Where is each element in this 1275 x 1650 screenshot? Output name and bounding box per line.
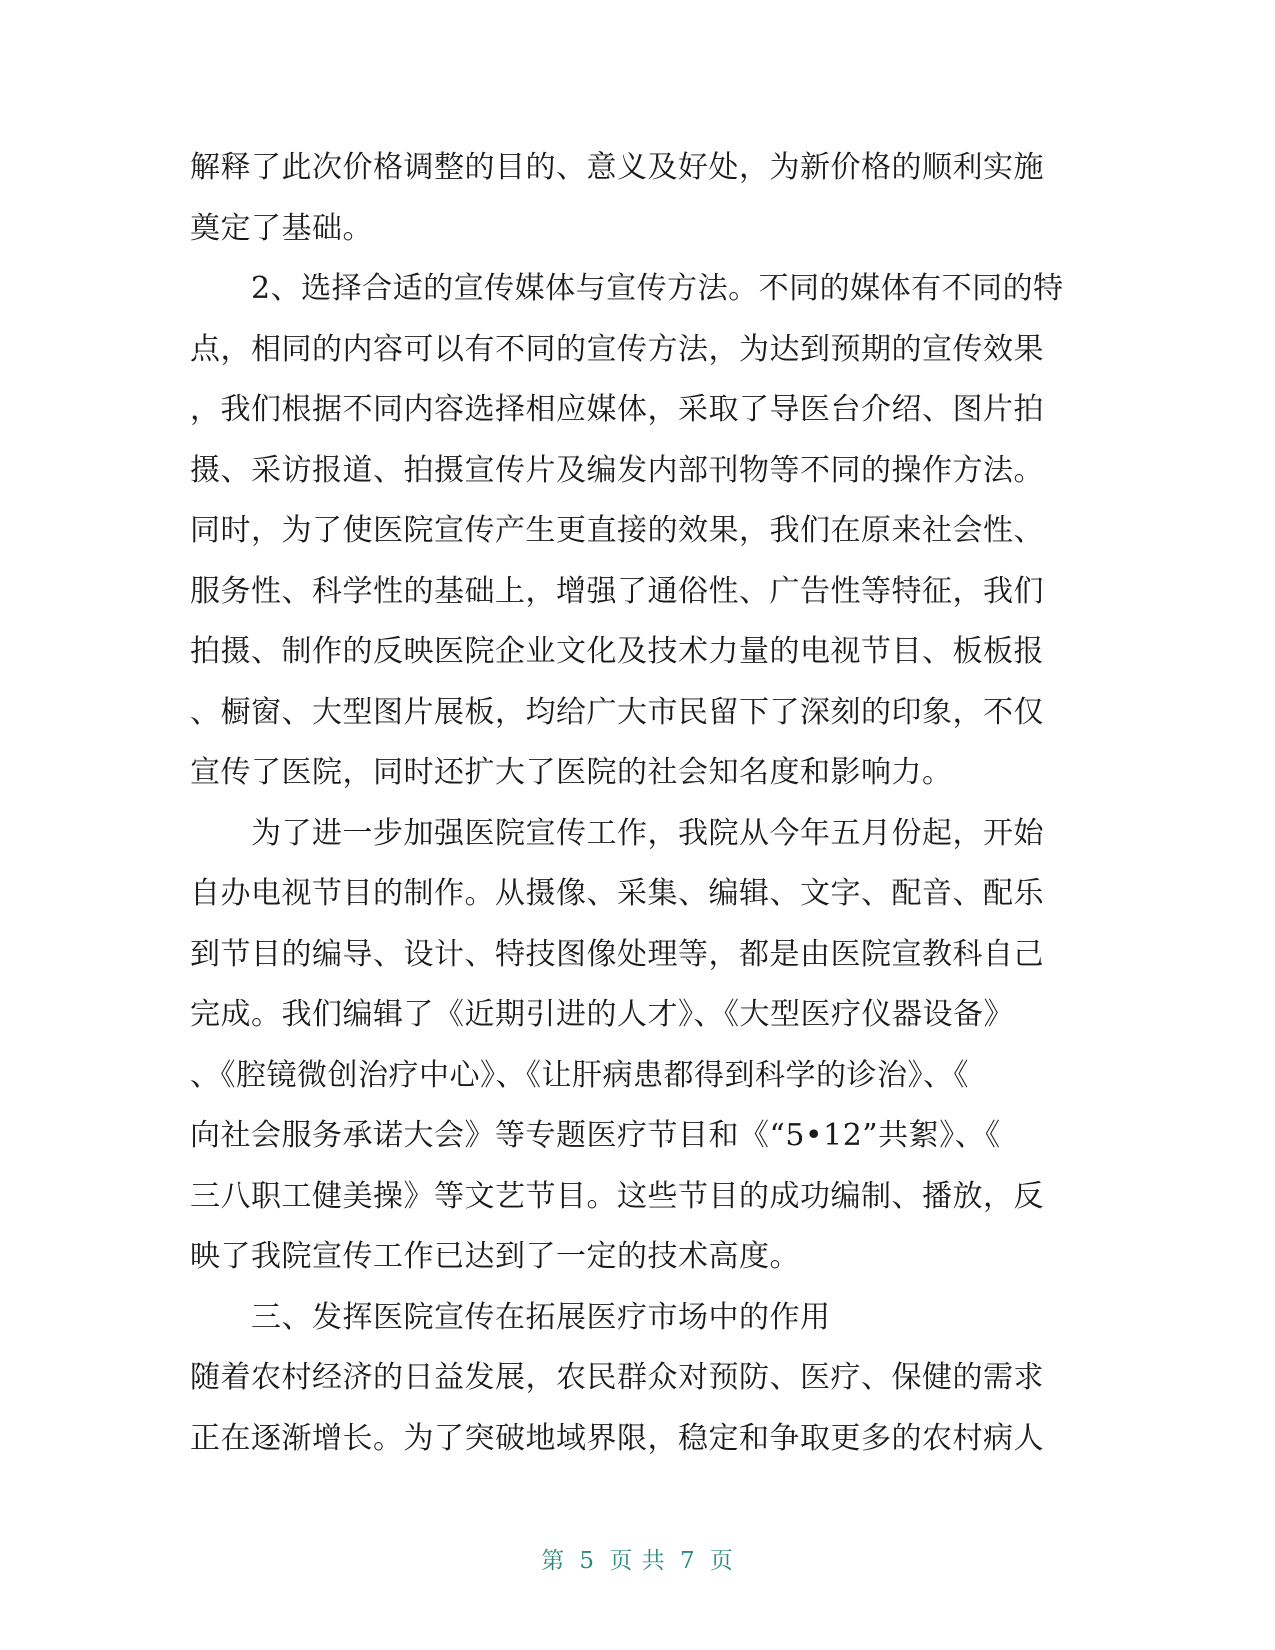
text-line: 奠定了基础。: [190, 210, 373, 246]
text-line: 、《腔镜微创治疗中心》、《让肝病患都得到科学的诊治》、《: [190, 1057, 969, 1093]
text-line: 摄、采访报道、拍摄宣传片及编发内部刊物等不同的操作方法。: [190, 452, 1044, 488]
text-line: 三、发挥医院宣传在拓展医疗市场中的作用: [190, 1299, 831, 1335]
page-footer: [0, 1542, 1275, 1575]
text-line: 服务性、科学性的基础上，增强了通俗性、广告性等特征，我们: [190, 573, 1044, 609]
text-line: 宣传了医院，同时还扩大了医院的社会知名度和影响力。: [190, 755, 953, 790]
footer-prefix: 第: [541, 1548, 566, 1574]
text-line: 完成。我们编辑了《近期引进的人才》、《大型医疗仪器设备》: [190, 997, 1014, 1032]
text-line: 向社会服务承诺大会》等专题医疗节目和《“5•12”共絮》、《: [190, 1118, 1001, 1153]
text-line: 拍摄、制作的反映医院企业文化及技术力量的电视节目、板板报: [190, 634, 1044, 669]
text-line: 解释了此次价格调整的目的、意义及好处，为新价格的顺利实施: [190, 150, 1044, 185]
text-line: 同时，为了使医院宣传产生更直接的效果，我们在原来社会性、: [190, 513, 1044, 548]
footer-middle: 页 共: [609, 1548, 666, 1574]
footer-suffix: 页: [709, 1548, 734, 1574]
text-line: 正在逐渐增长。为了突破地域界限，稳定和争取更多的农村病人: [190, 1420, 1044, 1456]
text-line: 2、选择合适的宣传媒体与宣传方法。不同的媒体有不同的特: [190, 271, 1064, 306]
current-page-number: 5: [579, 1548, 596, 1574]
total-page-number: 7: [679, 1548, 696, 1574]
text-line: 映了我院宣传工作已达到了一定的技术高度。: [190, 1239, 800, 1274]
text-line: 随着农村经济的日益发展，农民群众对预防、医疗、保健的需求: [190, 1360, 1044, 1395]
text-line: 自办电视节目的制作。从摄像、采集、编辑、文字、配音、配乐: [190, 876, 1044, 911]
text-line: 到节目的编导、设计、特技图像处理等，都是由医院宣教科自己: [190, 936, 1044, 972]
text-line: 点，相同的内容可以有不同的宣传方法，为达到预期的宣传效果: [190, 331, 1044, 367]
text-line: 、橱窗、大型图片展板，均给广大市民留下了深刻的印象，不仅: [190, 694, 1044, 730]
text-line: 为了进一步加强医院宣传工作，我院从今年五月份起，开始: [190, 815, 1044, 851]
body-text: [190, 138, 1090, 1469]
text-line: ，我们根据不同内容选择相应媒体，采取了导医台介绍、图片拍: [190, 392, 1044, 427]
text-line: 三八职工健美操》等文艺节目。这些节目的成功编制、播放，反: [190, 1178, 1044, 1214]
